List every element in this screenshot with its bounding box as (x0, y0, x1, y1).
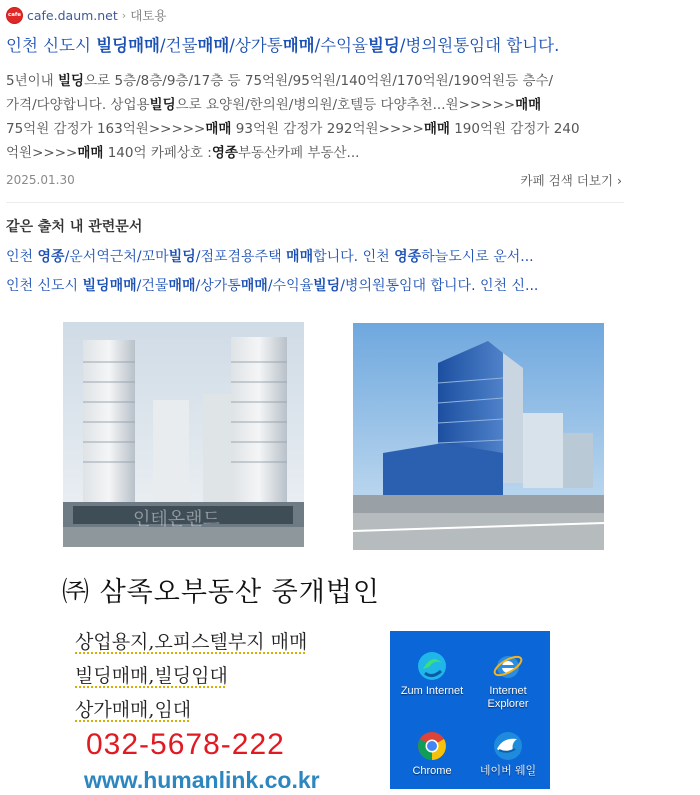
source-category[interactable]: 대토용 (130, 8, 167, 23)
desktop-shortcut-label: Internet Explorer (487, 685, 529, 710)
related-doc-link[interactable]: 인천 영종/운서역근처/꼬마빌딩/점포겸용주택 매매합니다. 인천 영종하늘도시로 운서... (6, 249, 534, 265)
desktop-shortcut-chrome[interactable] (394, 729, 470, 778)
related-doc-link[interactable]: 인천 신도시 빌딩매매/건물매매/상가통매매/수익율빌딩/병의원통임대 합니다. 인천 신... (6, 278, 539, 294)
desktop-shortcut-label: 네이버 웨일 (479, 765, 537, 777)
chevron-right-icon: › (121, 8, 127, 22)
result-title-link[interactable]: 인천 신도시 빌딩매매/건물매매/상가통매매/수익율빌딩/병의원통임대 합니다. (6, 36, 560, 55)
result-snippet (6, 69, 624, 165)
daum-cafe-favicon-icon: cafe (6, 7, 23, 24)
building-photo-image[interactable] (353, 323, 604, 550)
more-cafe-search-link[interactable]: 카페 검색 더보기 › (520, 173, 622, 188)
service-item: 상업용지,오피스텔부지 매매 (75, 631, 308, 653)
snippet-line: 75억원 감정가 163억원>>>>>매매 93억원 감정가 292억원>>>>매매 190억원 감정가 240 (6, 121, 580, 137)
watermark-text: 인테온랜드 (133, 509, 220, 530)
desktop-shortcut-whale[interactable] (470, 729, 546, 778)
snippet-line: 억원>>>>매매 140억 카페상호 :영종부동산카페 부동산... (6, 145, 360, 161)
website-url: www.humanlink.co.kr (84, 767, 320, 793)
divider (6, 202, 624, 203)
source-url[interactable]: cafe.daum.net (27, 7, 118, 23)
naver-whale-icon (491, 729, 525, 763)
snippet-line: 5년이내 빌딩으로 5층/8층/9층/17층 등 75억원/95억원/140억원/170억원/190억원등 층수/ (6, 73, 554, 89)
zum-internet-icon (415, 649, 449, 683)
desktop-shortcut-label: Zum Internet (400, 685, 464, 697)
phone-number: 032-5678-222 (86, 728, 285, 761)
service-list (75, 625, 307, 727)
result-date: 2025.01.30 (6, 173, 75, 187)
desktop-shortcut-zum[interactable] (394, 649, 470, 698)
internet-explorer-icon (491, 649, 525, 683)
desktop-shortcut-ie[interactable] (470, 649, 546, 711)
desktop-icons-panel (390, 631, 550, 789)
result-source[interactable] (6, 6, 166, 24)
chrome-icon (415, 729, 449, 763)
service-item: 상가매매,임대 (75, 699, 192, 721)
desktop-shortcut-label: Chrome (412, 765, 452, 777)
snippet-line: 가격/다양합니다. 상업용빌딩으로 요양원/한의원/병의원/호텔등 다양추천...원>>>>>매매 (6, 97, 542, 113)
building-render-image[interactable] (63, 322, 304, 547)
service-item: 빌딩매매,빌딩임대 (75, 665, 228, 687)
company-name: ㈜ 삼족오부동산 중개법인 (62, 577, 380, 608)
related-docs-heading: 같은 출처 내 관련문서 (6, 219, 143, 235)
